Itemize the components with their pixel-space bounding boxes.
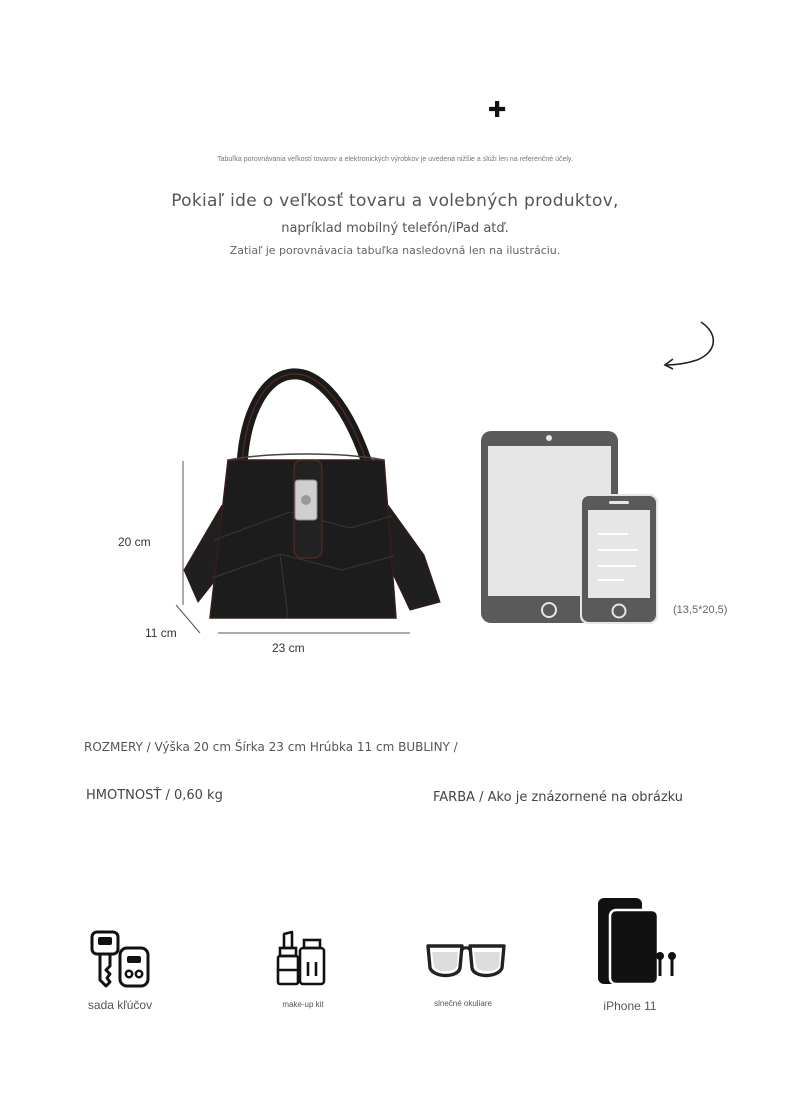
subheadline: napríklad mobilný telefón/iPad atď.	[281, 221, 509, 236]
capacity-label-keys: sada kľúčov	[87, 998, 153, 1012]
height-label: 20 cm	[118, 535, 151, 549]
headline: Pokiaľ ide o veľkosť tovaru a volebných produktov,	[171, 191, 619, 211]
plus-icon: ✚	[488, 98, 507, 123]
capacity-label-makeup: make-up kit	[282, 1000, 324, 1009]
size-comparison-note: Tabuľka porovnávania veľkostí tovarov a elektronických výrobkov je uvedená nižšie a slúži len na referenčné účely.	[217, 156, 573, 163]
capacity-label-sunglasses: slnečné okuliare	[434, 999, 492, 1008]
illustration-note: Zatiaľ je porovnávacia tabuľka nasledovná len na ilustráciu.	[229, 244, 561, 257]
width-label: 23 cm	[272, 641, 305, 655]
curved-arrow-icon	[655, 316, 725, 376]
tablet-phone-image	[478, 428, 663, 628]
makeup-kit-icon	[274, 928, 330, 990]
spec-weight: HMOTNOSŤ / 0,60 kg	[86, 788, 223, 803]
sunglasses-icon	[424, 938, 508, 982]
capacity-label-iphone: iPhone 11	[603, 999, 657, 1013]
dimension-lines	[170, 455, 420, 640]
phone-size-label: (13,5*20,5)	[673, 604, 728, 616]
iphone-icon	[596, 896, 682, 988]
spec-color: FARBA / Ako je znázornené na obrázku	[433, 790, 684, 805]
key-set-icon	[88, 928, 154, 990]
depth-label: 11 cm	[145, 626, 177, 640]
spec-dimensions: ROZMERY / Výška 20 cm Šírka 23 cm Hrúbka 11 cm BUBLINY /	[84, 740, 458, 754]
